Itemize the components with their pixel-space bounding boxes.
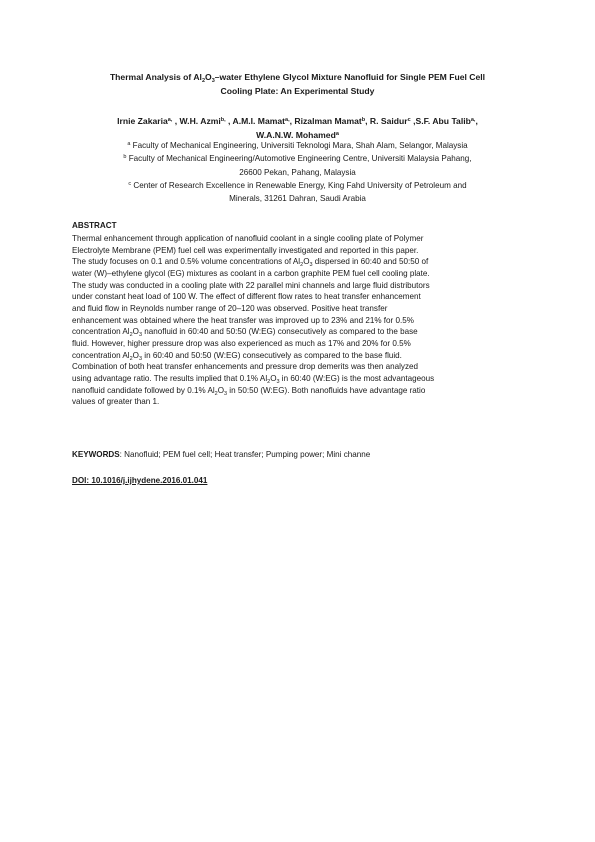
paper-title: [80, 70, 515, 98]
author-affiliation-mark: b,: [220, 117, 226, 123]
title-text: O: [205, 72, 212, 82]
keywords-text: : Nanofluid; PEM fuel cell; Heat transfer; Pumping power; Mini channe: [119, 450, 371, 459]
author-affiliation-mark: a,: [285, 117, 290, 123]
abstract-subscript: 3: [224, 390, 228, 397]
affiliation-text: 26600 Pekan, Pahang, Malaysia: [239, 167, 356, 177]
abstract-text: concentration Al: [72, 327, 130, 337]
abstract-body: [72, 233, 524, 408]
abstract-text: enhancement was obtained where the heat transfer was improved up to 23% and 21% for 0.5%: [72, 315, 414, 325]
author-separator: ,: [365, 116, 370, 126]
abstract-text: nanofluid candidate followed by 0.1% Al: [72, 385, 215, 395]
affiliation-line: [70, 152, 525, 165]
abstract-text: in 60:40 and 50:50 (W:EG) consecutively as compared to the base fluid.: [142, 350, 402, 360]
abstract-subscript: 2: [300, 262, 304, 269]
abstract-subscript: 2: [129, 332, 133, 339]
author-affiliation-mark: c: [407, 117, 411, 123]
doi-link[interactable]: DOI: 10.1016/j.ijhydene.2016.01.041: [72, 476, 208, 485]
abstract-text: The study was conducted in a cooling plate with 22 parallel mini channels and large fluid distributors: [72, 280, 430, 290]
abstract-subscript: 3: [276, 378, 280, 385]
title-subscript: 2: [201, 78, 206, 84]
title-text: Thermal Analysis of Al: [109, 72, 202, 82]
abstract-line: [72, 396, 524, 408]
abstract-text: fluid. However, higher pressure drop was also experienced as much as 17% and 20% for 0.5%: [72, 338, 411, 348]
author-name: Rizalman Mamat: [294, 116, 362, 126]
abstract-text: Electrolyte Membrane (PEM) fuel cell was experimentally investigated and reported in this paper.: [72, 245, 419, 255]
abstract-text: dispersed in 60:40 and 50:50 of: [312, 257, 429, 267]
author-separator: ,: [410, 116, 416, 126]
keywords: [72, 449, 524, 460]
abstract-text: The study focuses on 0.1 and 0.5% volume concentrations of Al: [72, 257, 301, 267]
abstract-line: [72, 291, 524, 303]
affiliation-line: [70, 192, 525, 205]
abstract-text: O: [132, 350, 139, 360]
abstract-text: in 50:50 (W:EG). Both nanofluids have advantage ratio: [227, 385, 426, 395]
abstract-line: [72, 303, 524, 315]
affiliation-line: [70, 179, 525, 192]
abstract-text: O: [270, 373, 277, 383]
abstract-text: and fluid flow in Reynolds number range of 20–120 was observed. Positive heat transfer: [72, 303, 388, 313]
affiliation-text: Minerals, 31261 Dahran, Saudi Arabia: [229, 194, 366, 204]
abstract-text: using advantage ratio. The results implied that 0.1% Al: [72, 373, 268, 383]
abstract-line: [72, 256, 524, 268]
abstract-heading: ABSTRACT: [72, 221, 117, 230]
abstract-text: O: [303, 257, 310, 267]
affiliation-mark: a: [127, 141, 131, 147]
abstract-text: Combination of both heat transfer enhancements and pressure drop demerits was then analyzed: [72, 362, 418, 372]
author-name: W.H. Azmi: [179, 116, 221, 126]
abstract-subscript: 3: [138, 355, 143, 362]
affiliation-mark: b: [123, 154, 127, 161]
abstract-line: [72, 385, 524, 397]
author-separator: ,: [172, 116, 180, 126]
author-name: A.M.I. Mamat: [232, 116, 286, 126]
abstract-line: [72, 361, 524, 373]
abstract-subscript: 2: [129, 355, 133, 362]
abstract-line: [72, 268, 524, 280]
abstract-text: O: [132, 327, 139, 337]
abstract-text: water (W)–ethylene glycol (EG) mixtures as coolant in a carbon graphite PEM fuel cell cooling plate.: [72, 268, 430, 278]
author-separator: ,: [475, 116, 478, 126]
abstract-line: [72, 326, 524, 338]
title-text: Cooling Plate: An Experimental Study: [220, 86, 375, 96]
author-separator: ,: [225, 116, 233, 126]
author-affiliation-mark: a: [335, 131, 339, 137]
author-name: Irnie Zakaria: [117, 116, 168, 126]
title-subscript: 3: [211, 78, 215, 84]
affiliation-text: Center of Research Excellence in Renewable Energy, King Fahd University of Petroleum and: [131, 180, 467, 190]
author-affiliation-mark: a,: [470, 117, 476, 123]
author-name: R. Saidur: [369, 116, 408, 126]
abstract-text: Thermal enhancement through application of nanofluid coolant in a single cooling plate of Polymer: [72, 234, 424, 243]
affiliation-text: Faculty of Mechanical Engineering/Automotive Engineering Centre, Universiti Malaysia Pahang,: [126, 154, 472, 164]
abstract-line: [72, 280, 524, 292]
abstract-subscript: 2: [267, 378, 271, 385]
abstract-line: [72, 245, 524, 257]
abstract-text: under constant heat load of 100 W. The effect of different flow rates to heat transfer enhancement: [72, 292, 421, 302]
author-list: [70, 114, 525, 142]
abstract-line: [72, 233, 524, 245]
author-name: W.A.N.W. Mohamed: [256, 130, 336, 140]
abstract-subscript: 2: [214, 390, 218, 397]
affiliation-text: Faculty of Mechanical Engineering, Universiti Teknologi Mara, Shah Alam, Selangor, Malaysia: [130, 141, 468, 150]
abstract-text: concentration Al: [72, 350, 130, 360]
abstract-text: values of greater than 1.: [72, 397, 160, 407]
affiliation-mark: c: [128, 180, 132, 187]
abstract-subscript: 3: [138, 332, 143, 339]
abstract-line: [72, 315, 524, 327]
author-affiliation-mark: b: [361, 117, 366, 123]
affiliation-list: [70, 139, 525, 205]
author-separator: ,: [289, 116, 295, 126]
abstract-line: [72, 338, 524, 350]
affiliation-line: [70, 166, 525, 179]
author-name: S.F. Abu Talib: [415, 116, 471, 126]
abstract-line: [72, 373, 524, 385]
abstract-line: [72, 350, 524, 362]
keywords-label: KEYWORDS: [72, 450, 120, 459]
title-text: –water Ethylene Glycol Mixture Nanofluid for Single PEM Fuel Cell: [214, 72, 486, 82]
affiliation-line: [70, 139, 525, 152]
abstract-text: nanofluid in 60:40 and 50:50 (W:EG) consecutively as compared to the base: [142, 327, 418, 337]
abstract-text: in 60:40 (W:EG) is the most advantageous: [279, 373, 435, 383]
abstract-subscript: 3: [309, 262, 313, 269]
abstract-text: O: [217, 385, 224, 395]
author-affiliation-mark: a,: [167, 117, 173, 123]
